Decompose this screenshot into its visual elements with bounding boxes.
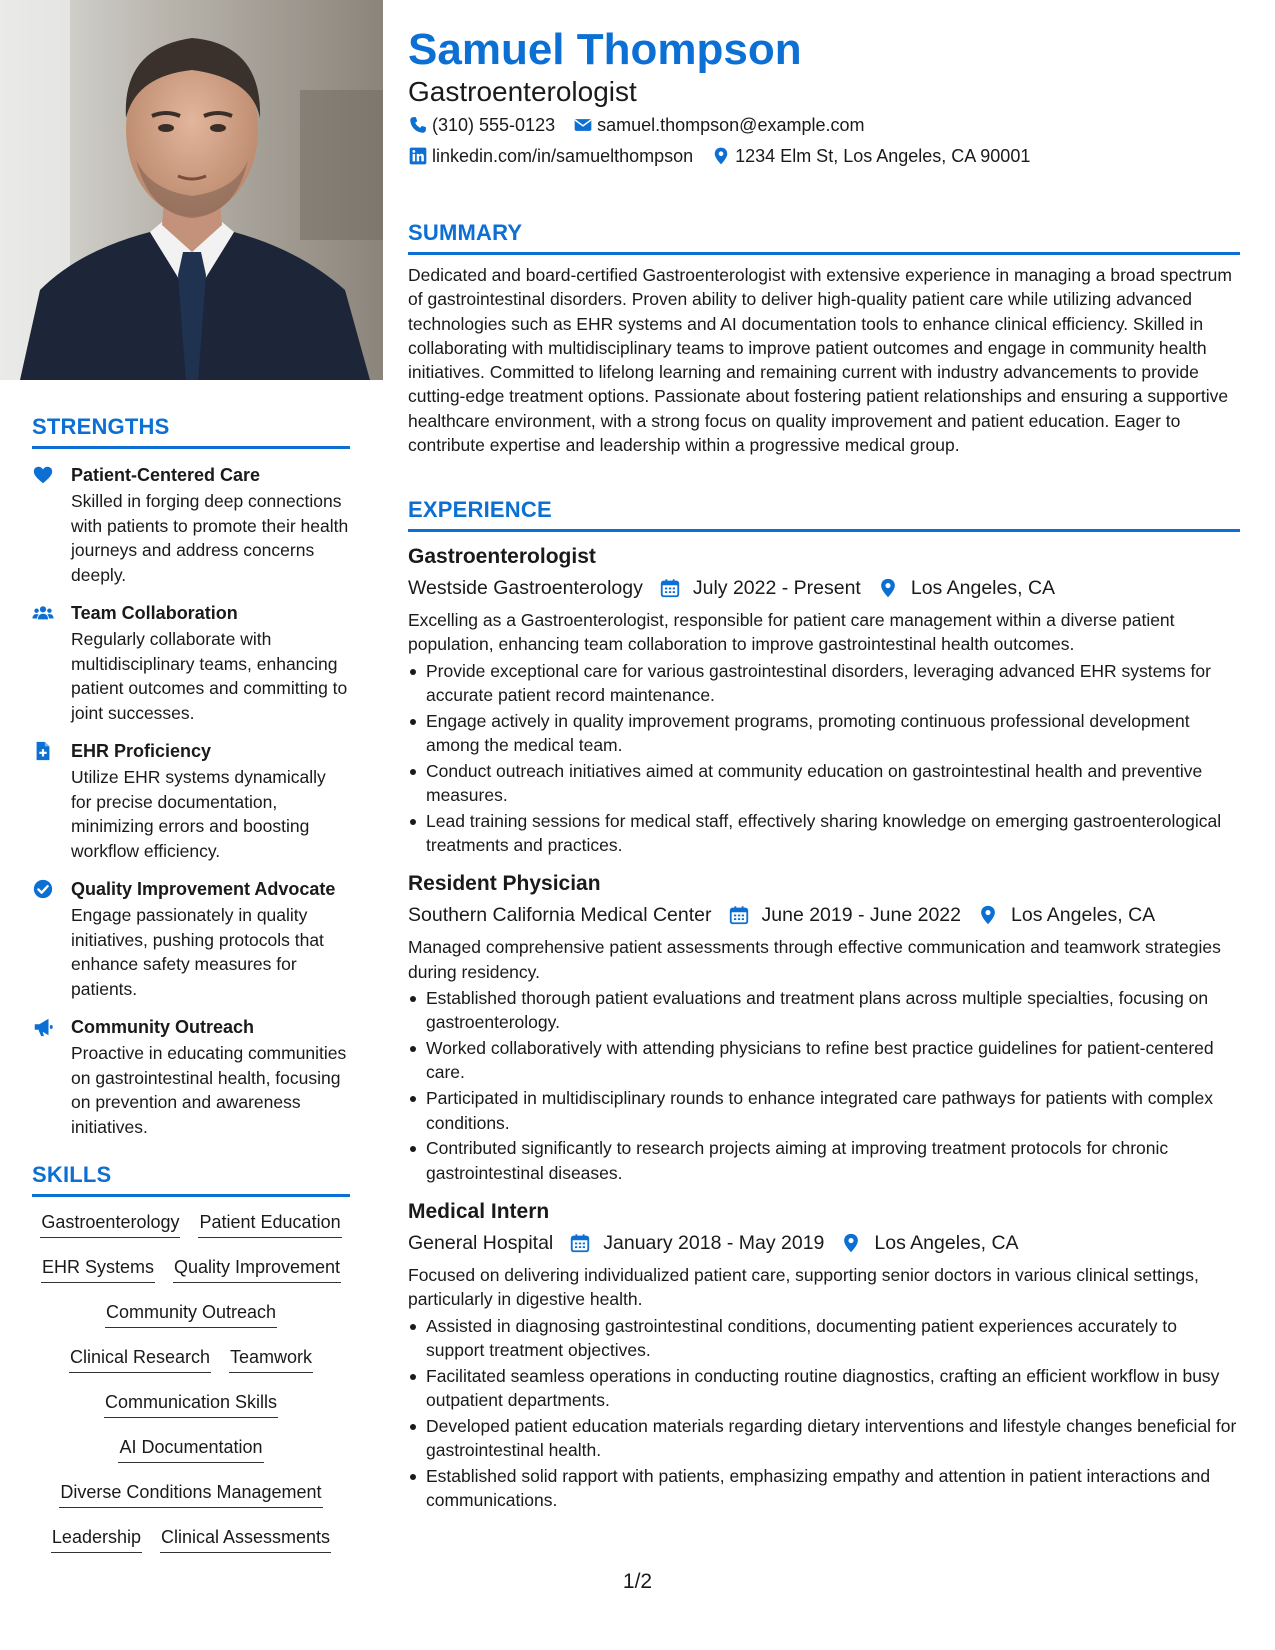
job-entry: [408, 1197, 1240, 1512]
megaphone-icon: [32, 1016, 54, 1038]
strength-item: [32, 463, 350, 587]
section-divider: [408, 252, 1240, 255]
job-location: Los Angeles, CA: [1011, 904, 1156, 927]
contact-line: [408, 113, 864, 137]
job-description: Excelling as a Gastroenterologist, responsible for patient care management within a diverse patient population, enhancing team collaboration to improve gastrointestinal health outcomes.: [408, 610, 1175, 655]
strength-item: [32, 1015, 350, 1139]
job-bullet: Facilitated seamless operations in conducting routine diagnostics, crafting an efficient workflow in busy outpatient departments.: [408, 1364, 1240, 1413]
skill-row: [32, 1254, 350, 1299]
strength-item: [32, 601, 350, 725]
skill-tag: Gastroenterology: [40, 1209, 180, 1238]
job-bullets: [408, 1314, 1240, 1513]
job-entry: [408, 869, 1240, 1184]
job-company: Southern California Medical Center: [408, 904, 712, 927]
skill-row: [32, 1524, 350, 1569]
job-entry: [408, 542, 1240, 857]
map-pin-icon: [711, 146, 731, 166]
strengths-heading: STRENGTHS: [32, 414, 170, 439]
strength-item: [32, 877, 350, 1001]
users-icon: [32, 602, 54, 624]
skills-list: [32, 1209, 350, 1569]
job-bullet: Established thorough patient evaluations and treatment plans across multiple specialties, focusing on gastroenterology.: [408, 986, 1240, 1035]
job-bullet: Provide exceptional care for various gastrointestinal disorders, leveraging advanced EHR systems for accurate patient record maintenance.: [408, 659, 1240, 708]
job-location: Los Angeles, CA: [874, 1231, 1019, 1254]
candidate-name: Samuel Thompson: [408, 25, 802, 74]
skill-row: [32, 1209, 350, 1254]
strength-item: [32, 739, 350, 863]
job-title: Resident Physician: [408, 872, 601, 896]
candidate-title: Gastroenterologist: [408, 76, 637, 107]
job-bullet: Contributed significantly to research projects aiming at improving treatment protocols for chronic gastrointestinal diseases.: [408, 1136, 1240, 1185]
medical-file-icon: [32, 740, 54, 762]
skill-tag: Community Outreach: [105, 1299, 277, 1328]
job-dates: July 2022 - Present: [692, 577, 861, 599]
map-pin-icon: [977, 904, 999, 926]
skill-tag: Patient Education: [198, 1209, 341, 1238]
left-column: [0, 0, 383, 1650]
job-location: Los Angeles, CA: [910, 577, 1056, 599]
map-pin-icon: [877, 577, 899, 599]
job-bullet: Participated in multidisciplinary rounds to enhance integrated care pathways for patients with complex conditions.: [408, 1086, 1240, 1135]
strength-title: Quality Improvement Advocate: [71, 879, 336, 899]
experience-section: [408, 497, 1240, 1514]
job-title: Gastroenterologist: [408, 545, 596, 568]
strength-title: Community Outreach: [71, 1017, 255, 1037]
skill-row: [32, 1344, 350, 1389]
strength-desc: Regularly collaborate with multidisciplinary teams, enhancing patient outcomes and committing to joint successes.: [71, 629, 348, 723]
job-bullet: Worked collaboratively with attending physicians to refine best practice guidelines for patient-centered care.: [408, 1036, 1240, 1085]
job-bullet: Engage actively in quality improvement programs, promoting continuous professional development among the medical team.: [408, 709, 1240, 758]
email-contact[interactable]: [573, 113, 864, 137]
skill-tag: Clinical Research: [69, 1344, 211, 1373]
job-bullet: Conduct outreach initiatives aimed at community education on gastrointestinal health and preventive measures.: [408, 759, 1240, 808]
strength-title: Patient-Centered Care: [71, 465, 261, 485]
job-meta: [408, 900, 1240, 930]
section-divider: [32, 1194, 350, 1197]
job-bullets: [408, 986, 1240, 1185]
section-divider: [32, 446, 350, 449]
job-bullets: [408, 659, 1240, 858]
skill-tag: Leadership: [51, 1524, 142, 1553]
job-description: Focused on delivering individualized patient care, supporting senior doctors in various clinical settings, particularly in digestive health.: [408, 1264, 1199, 1310]
phone-text: (310) 555-0123: [432, 115, 556, 135]
summary-text: Dedicated and board-certified Gastroenterologist with extensive experience in managing a broad spectrum of gastrointestinal disorders. Proven ability to deliver high-quality patient care while utilizing advanced technologies such as EHR systems and AI documentation tools to enhance clinical efficiency. Skilled in collaborating with multidisciplinary teams to improve patient outcomes and engage in community health initiatives. Committed to lifelong learning and remaining current with industry advancements to provide cutting-edge treatment options. Passionate about fostering patient relationships and ensuring a supportive healthcare environment, with a strong focus on quality improvement and patient education. Eager to contribute expertise and leadership within a progressive medical group.: [408, 265, 1232, 456]
linkedin-icon: [408, 146, 428, 166]
address-text: 1234 Elm St, Los Angeles, CA 90001: [735, 146, 1031, 166]
envelope-icon: [573, 115, 593, 135]
check-circle-icon: [32, 878, 54, 900]
job-description: Managed comprehensive patient assessments through effective communication and teamwork strategies during residency.: [408, 937, 1221, 982]
job-bullet: Established solid rapport with patients, emphasizing empathy and attention in patient interactions and communications.: [408, 1464, 1240, 1513]
address-contact: [711, 144, 1030, 168]
job-bullet: Developed patient education materials regarding dietary interventions and lifestyle changes beneficial for gastrointestinal health.: [408, 1414, 1240, 1463]
strength-desc: Proactive in educating communities on gastrointestinal health, focusing on prevention and awareness initiatives.: [71, 1043, 347, 1137]
skill-row: [32, 1434, 350, 1479]
strengths-section: [32, 414, 350, 1139]
experience-heading: EXPERIENCE: [408, 497, 552, 522]
job-title: Medical Intern: [408, 1199, 550, 1223]
calendar-icon: [659, 577, 681, 599]
summary-heading: SUMMARY: [408, 220, 523, 245]
strength-title: Team Collaboration: [71, 603, 238, 623]
skill-tag: Teamwork: [229, 1344, 313, 1373]
section-divider: [408, 529, 1240, 532]
email-text: samuel.thompson@example.com: [597, 115, 865, 135]
skills-heading: SKILLS: [32, 1162, 112, 1187]
job-meta: [408, 573, 1240, 603]
skill-tag: EHR Systems: [41, 1254, 155, 1283]
job-dates: June 2019 - June 2022: [761, 904, 961, 927]
phone-icon: [408, 115, 428, 135]
contact-line: [408, 144, 1030, 168]
page-number: 1/2: [622, 1570, 653, 1593]
strength-desc: Utilize EHR systems dynamically for precise documentation, minimizing errors and boosting workflow efficiency.: [71, 767, 326, 861]
calendar-icon: [728, 904, 750, 926]
job-bullet: Lead training sessions for medical staff, effectively sharing knowledge on emerging gastroenterological treatments and practices.: [408, 809, 1240, 858]
skill-tag: Quality Improvement: [173, 1254, 341, 1283]
summary-section: [408, 220, 1240, 457]
skill-tag: Communication Skills: [104, 1389, 278, 1418]
job-company: General Hospital: [408, 1231, 554, 1254]
strength-desc: Engage passionately in quality initiatives, pushing protocols that enhance safety measures for patients.: [71, 905, 324, 999]
linkedin-contact[interactable]: [408, 144, 693, 168]
job-meta: [408, 1228, 1240, 1258]
profile-photo: [0, 0, 383, 380]
calendar-icon: [569, 1232, 591, 1254]
map-pin-icon: [840, 1232, 862, 1254]
job-bullet: Assisted in diagnosing gastrointestinal conditions, documenting patient experiences accurately to support treatment objectives.: [408, 1314, 1240, 1363]
skill-row: [32, 1389, 350, 1434]
strength-desc: Skilled in forging deep connections with patients to promote their health journeys and address concerns deeply.: [71, 491, 349, 585]
skill-tag: Clinical Assessments: [160, 1524, 331, 1553]
job-company: Westside Gastroenterology: [408, 577, 643, 599]
skill-row: [32, 1299, 350, 1344]
strength-title: EHR Proficiency: [71, 741, 212, 761]
phone-contact[interactable]: [408, 113, 555, 137]
skill-tag: Diverse Conditions Management: [59, 1479, 322, 1508]
job-dates: January 2018 - May 2019: [603, 1231, 825, 1254]
skill-tag: AI Documentation: [118, 1434, 263, 1463]
skills-section: [32, 1162, 350, 1569]
skill-row: [32, 1479, 350, 1524]
heart-icon: [32, 464, 54, 486]
linkedin-text: linkedin.com/in/samuelthompson: [432, 146, 694, 166]
